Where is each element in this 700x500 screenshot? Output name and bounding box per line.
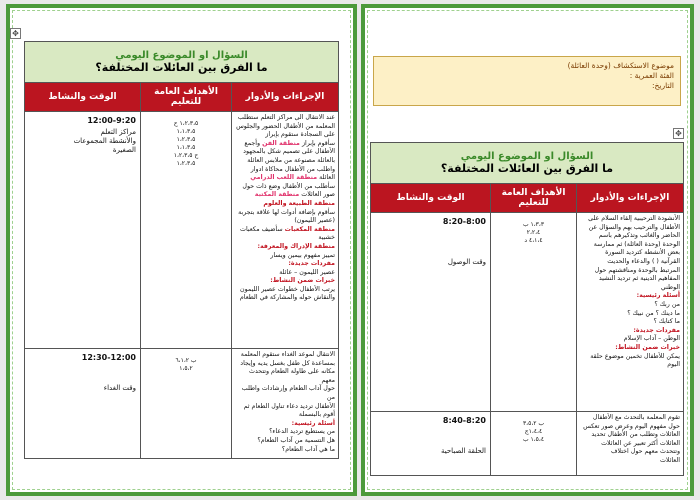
right-row1-activity bbox=[375, 258, 486, 267]
left-header bbox=[25, 42, 339, 83]
right-col-time-activity: الوقت والنشاط bbox=[371, 184, 491, 213]
procedure-line: المفاهيم الدينية ثم ترديد النشيد bbox=[598, 275, 680, 283]
procedure-line: خشبية bbox=[318, 234, 335, 242]
procedure-line: هل التسمية من آداب الطعام؟ bbox=[257, 436, 335, 444]
activity-name: الصغيرة bbox=[112, 146, 136, 154]
procedure-line: الوطن – آداب الإسلام bbox=[623, 335, 680, 343]
left-row2-objectives bbox=[141, 349, 232, 459]
procedure-line: سأقوم بإبراز منطقة الفن وأجمع bbox=[244, 139, 335, 147]
procedure-line: العائلة منطقة اللعب الدرامي bbox=[250, 174, 335, 182]
procedure-line: منطقة الإدراك والمعرفة: bbox=[257, 242, 335, 250]
right-col-procedures: الإجراءات والأدوار bbox=[577, 184, 684, 213]
exploration-topic: موضوع الاستكشاف (وحدة العائلة) bbox=[567, 61, 674, 70]
left-col-objectives: الأهداف العامة للتعليم bbox=[141, 83, 232, 112]
procedure-line: يرتب الأطفال خطوات عصير الليمون bbox=[240, 285, 335, 293]
left-row1-time-activity bbox=[25, 112, 141, 349]
procedure-line: ما هي آداب الطعام؟ bbox=[281, 445, 335, 453]
left-col-procedures: الإجراءات والأدوار bbox=[232, 83, 339, 112]
procedure-line: سأطلب من الأطفال وضع ذات حول bbox=[242, 182, 335, 190]
objective-code: ١،١،٣،٥ bbox=[176, 128, 196, 135]
procedure-line: عصير الليمون – عائلة bbox=[279, 268, 335, 276]
procedure-line: (عصير الليمون) bbox=[294, 217, 335, 225]
procedure-line: الوحدة (وحدة العائلة) ثم ممارسة bbox=[593, 240, 680, 248]
procedure-line: بالعائلة مصنوعة من ملابس العائلة bbox=[247, 156, 335, 164]
activity-name: وقت الغداء bbox=[103, 384, 136, 392]
procedure-line: والنقاش حوله والمشاركة في الطعام bbox=[239, 294, 335, 302]
objective-code: ١،٢،٣،٥ bbox=[176, 160, 196, 167]
objective-code: ١،٥،٢ bbox=[179, 365, 193, 372]
objective-code: ١،٢،٣،٥ bbox=[176, 136, 196, 143]
age-group-label: الفئة العمرية : bbox=[629, 71, 674, 80]
procedure-line: الوطني bbox=[660, 283, 680, 291]
learning-center-name: منطقة الفن bbox=[262, 139, 300, 147]
objective-code: ١،٣،٣ ب bbox=[522, 221, 545, 228]
right-header-question: ما الفرق بين العائلات المختلفة؟ bbox=[440, 162, 614, 175]
right-row1-time-activity bbox=[371, 213, 491, 412]
objective-code: ١،٤،٤ج bbox=[524, 428, 543, 435]
left-header-question: ما الفرق بين العائلات المختلفة؟ bbox=[95, 61, 268, 74]
procedure-line: العائلات أكثر تعبير عن العائلات bbox=[601, 439, 680, 447]
exploration-info-box bbox=[373, 56, 681, 106]
procedure-line-tail: وأجمع bbox=[244, 139, 263, 147]
procedure-line: المرتبط بالوحدة ومناقشتهم حول bbox=[594, 266, 680, 274]
right-row1-objectives bbox=[491, 213, 577, 412]
procedure-line: حول مفهوم اليوم وعرض صور تعكس bbox=[583, 422, 680, 430]
date-label: التاريخ: bbox=[652, 81, 674, 90]
activity-name: الحلقة الصباحية bbox=[440, 447, 486, 455]
left-row2-activity bbox=[29, 384, 136, 393]
procedure-line: الانتقال لموعد الغداء ستقوم المعلمة bbox=[240, 351, 335, 358]
left-row1-time: 12:00-9:20 bbox=[87, 116, 136, 125]
procedure-line: ما دينك ؟ من نبيك ؟ bbox=[627, 309, 680, 317]
objective-code: ١،٢،٣،٥ ح bbox=[173, 120, 199, 127]
procedure-line: خبرات ضمن النشاط: bbox=[615, 343, 680, 351]
procedure-line: العائلات وتطلب من الأطفال تحديد bbox=[591, 431, 680, 439]
procedure-line: ما كتابك ؟ bbox=[653, 318, 680, 326]
procedure-line: اليوم bbox=[667, 361, 680, 369]
activity-name: وقت الوصول bbox=[447, 258, 486, 266]
right-row2-activity bbox=[375, 447, 486, 456]
left-row2-time-activity bbox=[25, 349, 141, 459]
left-row2-procedures bbox=[232, 349, 339, 459]
right-header bbox=[371, 143, 684, 184]
objective-code: ٤،١،٤ د bbox=[524, 237, 543, 244]
procedure-line: أسئلة رئيسية: bbox=[291, 419, 335, 427]
right-page bbox=[361, 4, 694, 496]
left-col-time-activity: الوقت والنشاط bbox=[25, 83, 141, 112]
procedure-line: سأقوم بإضافة أدوات لها علاقة بتجربة bbox=[238, 208, 335, 216]
procedure-line: الأطفال والترحيب بهم والسؤال عن bbox=[588, 223, 680, 231]
procedure-line: بعض الأنشطة كترديد السورة bbox=[605, 249, 680, 257]
left-row1-activity bbox=[29, 128, 136, 155]
procedure-line: عند الانتقال الى مراكز التعلم ستطلب bbox=[237, 114, 335, 121]
procedure-line: واطلب من الأطفال محاكاة ادوار bbox=[250, 165, 335, 173]
right-plan-table bbox=[370, 142, 684, 476]
page-move-handle-icon[interactable]: ✥ bbox=[10, 28, 21, 39]
objective-code: ١،٥،٤ ب bbox=[522, 436, 545, 443]
procedure-line: مفردات جديدة: bbox=[633, 326, 680, 334]
procedure-line: على السجادة ستقوم بإبراز bbox=[265, 131, 335, 139]
procedure-line: منطقة الطبيعة والعلوم bbox=[263, 199, 335, 207]
right-row1-time: 8:20-8:00 bbox=[442, 217, 486, 226]
procedure-line-tail: سأضيف مكعبات bbox=[240, 225, 285, 233]
procedure-line: من يستطيع ترديد الدعاء؟ bbox=[269, 428, 335, 436]
left-row2-time: 12:30-12:00 bbox=[81, 353, 136, 362]
procedure-line: الأطفال ترديد دعاء تناول الطعام ثم bbox=[243, 402, 335, 410]
procedure-line: الحاضر والغائب وتذكيرهم باسم bbox=[598, 232, 680, 240]
activity-name: مراكز التعلم bbox=[100, 128, 136, 136]
left-row1-objectives bbox=[141, 112, 232, 349]
procedure-line: تقوم المعلمة بالتحدث مع الأطفال bbox=[592, 414, 680, 421]
right-row1-procedures bbox=[577, 213, 684, 412]
procedure-line: تمييز مفهوم بيمين ويسار bbox=[270, 251, 335, 259]
objective-code: ٢،٢،٤ bbox=[526, 229, 541, 236]
left-page bbox=[6, 4, 357, 496]
right-row2-time-activity bbox=[371, 412, 491, 476]
right-row2-procedures bbox=[577, 412, 684, 476]
learning-center-name: منطقة اللعب الدرامي bbox=[250, 174, 318, 182]
activity-name: والأنشطة المجموعات bbox=[73, 137, 136, 145]
objective-code: ح ١،٢،٣،٥ bbox=[173, 152, 199, 159]
left-plan-table bbox=[24, 41, 339, 459]
procedure-line: العائلات bbox=[659, 456, 680, 464]
objective-code: ب ٣،٥،٢ bbox=[522, 420, 545, 427]
procedure-line: بمساعدة كل طفل بغسل يديه وإيجاد bbox=[240, 359, 335, 367]
procedure-line: منطقة المكعبات سأضيف مكعبات bbox=[240, 225, 335, 233]
objective-code: ب ٦،١،٢ bbox=[175, 357, 197, 364]
left-header-line1: السؤال او الموضوع اليومي bbox=[115, 50, 248, 61]
right-row2-objectives bbox=[491, 412, 577, 476]
procedure-line: مكانه على طاولة الطعام وتتحدث معهم bbox=[249, 368, 335, 384]
left-row1-procedures bbox=[232, 112, 339, 349]
objective-code: ١،١،٣،٥ bbox=[176, 144, 196, 151]
procedure-line: أقوم بالبسملة bbox=[298, 411, 335, 419]
procedure-line: يمكن للأطفال تخمين موضوع حلقة bbox=[590, 352, 680, 360]
table-move-handle-icon[interactable]: ✥ bbox=[673, 128, 684, 139]
procedure-line: من ربك ؟ bbox=[654, 300, 680, 308]
right-col-objectives: الأهداف العامة للتعليم bbox=[491, 184, 577, 213]
procedure-line: وتتحدث معهم حول اختلاف bbox=[610, 448, 680, 456]
procedure-line: القرآنية ( ) والدعاء والحديث bbox=[607, 257, 680, 265]
right-header-line1: السؤال او الموضوع اليومي bbox=[460, 151, 594, 162]
procedure-line: الأنشودة الترحيبية إلقاء السلام على bbox=[588, 215, 680, 222]
procedure-line: أسئلة رئيسية: bbox=[636, 292, 680, 300]
right-row2-time: 8:40-8:20 bbox=[442, 416, 486, 425]
procedure-line: مفردات جديدة: bbox=[288, 260, 335, 268]
procedure-line: خبرات ضمن النشاط: bbox=[270, 277, 335, 285]
procedure-line: حول آداب الطعام وإرشادات واطلب من bbox=[241, 385, 335, 401]
learning-center-name: منطقة المكتبة bbox=[254, 191, 300, 199]
procedure-line: المعلمة من الأطفال الحضور والجلوس bbox=[236, 122, 335, 130]
procedure-line: صور العائلات منطقة المكتبة bbox=[254, 191, 335, 199]
procedure-line: الأطفال على تصميم شكل بالمجهود bbox=[243, 148, 335, 156]
